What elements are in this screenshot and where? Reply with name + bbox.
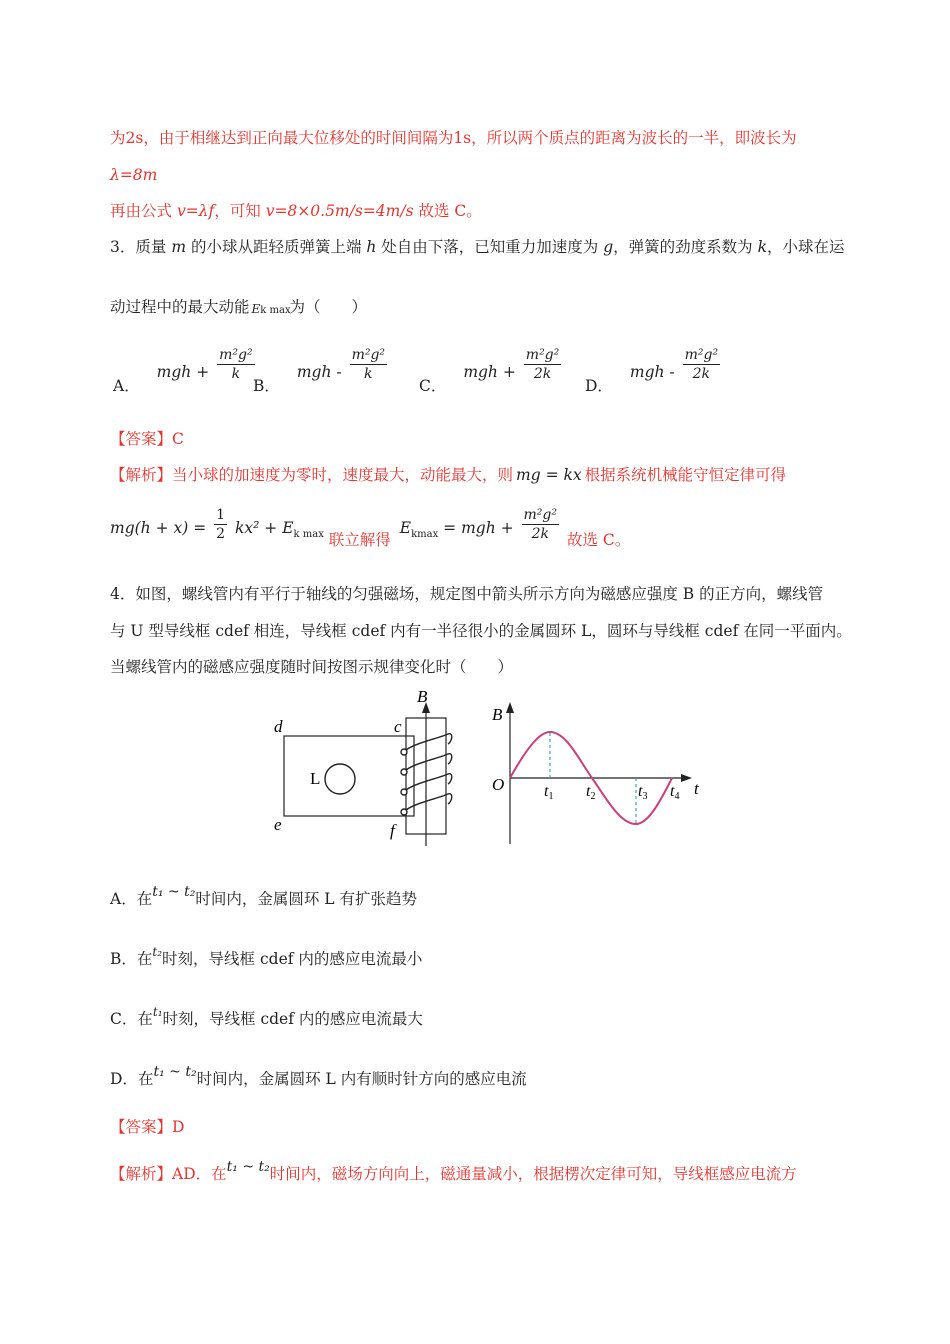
solution-line-2 [110,164,157,186]
formula-text: v=λf [176,202,215,220]
tick-t2: t2 [586,783,596,802]
var-k: k [757,238,767,256]
ekmax-sub: k max [260,305,291,316]
label-f: f [390,821,395,840]
wire-frame [284,736,414,816]
option-formula [463,347,564,382]
tick-t1: t1 [544,783,554,802]
question-text: 动过程中的最大动能 [110,298,250,316]
answer-label: 【答案】 [110,1118,173,1136]
formula-fraction [350,346,387,383]
option-label: D． [110,1070,138,1088]
frac-den: 2k [692,366,711,382]
analysis-text: 时间内，磁场方向向上，磁通量减小，根据楞次定律可知，导线框感应电流方 [269,1165,797,1183]
q3-answer [110,428,184,450]
eq3-sub: kmax [411,528,439,540]
question-text: 的小球从距轻质弹簧上端 [186,238,367,256]
q3-option-b[interactable] [253,346,386,395]
ekmax-e: E [251,302,261,316]
analysis-text: AD．在 [172,1165,227,1183]
solution-text: 再由公式 [110,202,177,220]
connect-text: 联立解得 [328,530,391,549]
option-formula [296,347,390,382]
eq3-frac [522,506,559,543]
frac-den: k [231,366,241,382]
analysis-label: 【解析】 [110,1165,173,1183]
option-text: 时间内，金属圆环 L 内有顺时针方向的感应电流 [196,1070,527,1088]
formula-op: + [502,362,516,381]
option-text: 在 [136,890,153,908]
question-text: 为（ ） [289,298,368,316]
question-text: 质量 [135,238,172,256]
var-m: m [171,238,187,256]
formula-lhs: mgh [156,362,192,381]
q4-option-c[interactable] [110,1005,423,1031]
option-text: 在 [137,1010,153,1028]
solution-text: ，可知 [214,202,266,220]
option-label: D． [585,376,613,395]
question-text: ，小球在运 [767,238,845,256]
analysis-text: 根据系统机械能守恒定律可得 [584,466,787,484]
option-label: A． [110,890,137,908]
option-time: t₁ [152,1005,163,1019]
tick-t3: t3 [638,783,648,802]
question-4-line-2: 与 U 型导线框 cdef 相连，导线框 cdef 内有一半径很小的金属圆环 L，圆环与导线框 cdef 在同一平面内。 [110,622,852,640]
frac-den: 2k [531,526,549,542]
question-4-line-1 [110,583,823,605]
eq2-lhs: mg(h + x) = [110,518,207,537]
frac-num: m²g² [523,507,557,523]
frac-den: 2 [216,526,226,542]
eq2-sub: k max [293,528,324,540]
question-4-line-3: 当螺线管内的磁感应强度随时间按图示规律变化时（ ） [110,658,514,676]
option-text: 在 [137,1070,154,1088]
var-g: g [603,238,614,256]
question-3-line-2 [110,296,367,318]
axis-t-label: t [694,779,699,798]
question-3-line-1 [110,236,845,258]
option-time: t₁ ~ t₂ [152,884,196,900]
solution-line-1: 为2s，由于相继达到正向最大位移处的时间间隔为1s，所以两个质点的距离为波长的一半，即波长为 [110,129,797,147]
answer-value: D [172,1118,185,1136]
x-arrow [681,774,692,782]
formula-fraction [217,346,254,383]
y-arrow [506,702,514,713]
question-number: 4． [110,585,136,603]
q4-option-d[interactable] [110,1064,527,1091]
option-text: 时刻，导线框 cdef 内的感应电流最大 [162,1010,423,1028]
eq3-mid: = mgh + [443,518,514,537]
label-B-top: B [417,687,428,706]
formula-fraction [524,346,561,383]
formula-fraction [683,346,720,383]
q4-analysis [110,1159,797,1186]
frac-num: m²g² [684,347,719,363]
label-d: d [274,717,283,736]
solution-line-3 [110,200,482,222]
analysis-label: 【解析】 [110,466,173,484]
q3-option-c[interactable] [419,346,560,395]
frac-num: m²g² [351,347,386,363]
formula-lhs: mgh [629,362,665,381]
question-text: 处自由下落，已知重力加速度为 [376,238,604,256]
analysis-time: t₁ ~ t₂ [226,1159,270,1175]
formula-text: v=8×0.5m/s=4m/s [265,202,414,220]
frac-num: 1 [216,507,226,523]
formula-op: - [669,362,675,381]
ring-label: L [310,769,321,788]
option-time: t₂ [152,945,163,959]
tick-t4: t4 [670,783,680,802]
wavelength-text: λ=8m [110,166,158,184]
formula-op: + [196,362,210,381]
formula-lhs: mgh [463,362,498,381]
q3-option-a[interactable] [113,346,253,395]
question-number: 3． [110,238,136,256]
question-text: ，弹簧的劲度系数为 [613,238,758,256]
var-h: h [366,238,377,256]
option-text: 时间内，金属圆环 L 有扩张趋势 [195,890,417,908]
origin-label: O [492,775,505,794]
metal-ring [325,764,355,794]
option-text: 在 [136,950,153,968]
q4-option-b[interactable] [110,945,423,971]
option-label: C． [419,376,447,395]
eq2-frac [214,506,227,543]
q3-analysis-line-1 [110,464,786,486]
answer-value: C [172,430,184,448]
option-formula [629,347,723,382]
eq2-rest: kx² + E [235,518,294,537]
option-formula [156,347,258,382]
option-label: B． [253,376,280,395]
formula-op: - [336,362,342,381]
label-c: c [394,717,402,736]
frac-num: m²g² [525,347,560,363]
answer-label: 【答案】 [110,430,173,448]
q3-option-d[interactable] [585,346,719,395]
option-label: C． [110,1010,138,1028]
end-text: 故选 C。 [566,530,631,549]
graph-B-label: B [492,705,503,724]
eq3-lhs: E [399,518,412,537]
analysis-text: 当小球的加速度为零时，速度最大，动能最大，则 [172,466,514,484]
label-e: e [274,815,282,834]
frac-den: 2k [533,366,552,382]
option-label: B． [110,950,137,968]
option-time: t₁ ~ t₂ [153,1064,197,1080]
q4-answer [110,1116,184,1138]
question-text: 如图，螺线管内有平行于轴线的匀强磁场，规定图中箭头所示方向为磁感应强度 B 的正方向，螺线管 [135,585,824,603]
solution-text: 故选 C。 [413,202,482,220]
frac-num: m²g² [219,347,253,363]
option-text: 时刻，导线框 cdef 内的感应电流最小 [162,950,423,968]
analysis-eq: mg = kx [516,466,582,484]
frac-den: k [364,366,373,382]
q4-option-a[interactable] [110,884,417,911]
q3-analysis-line-2 [110,496,631,549]
formula-lhs: mgh [296,362,332,381]
option-label: A． [113,376,140,395]
q4-figure [260,686,720,856]
